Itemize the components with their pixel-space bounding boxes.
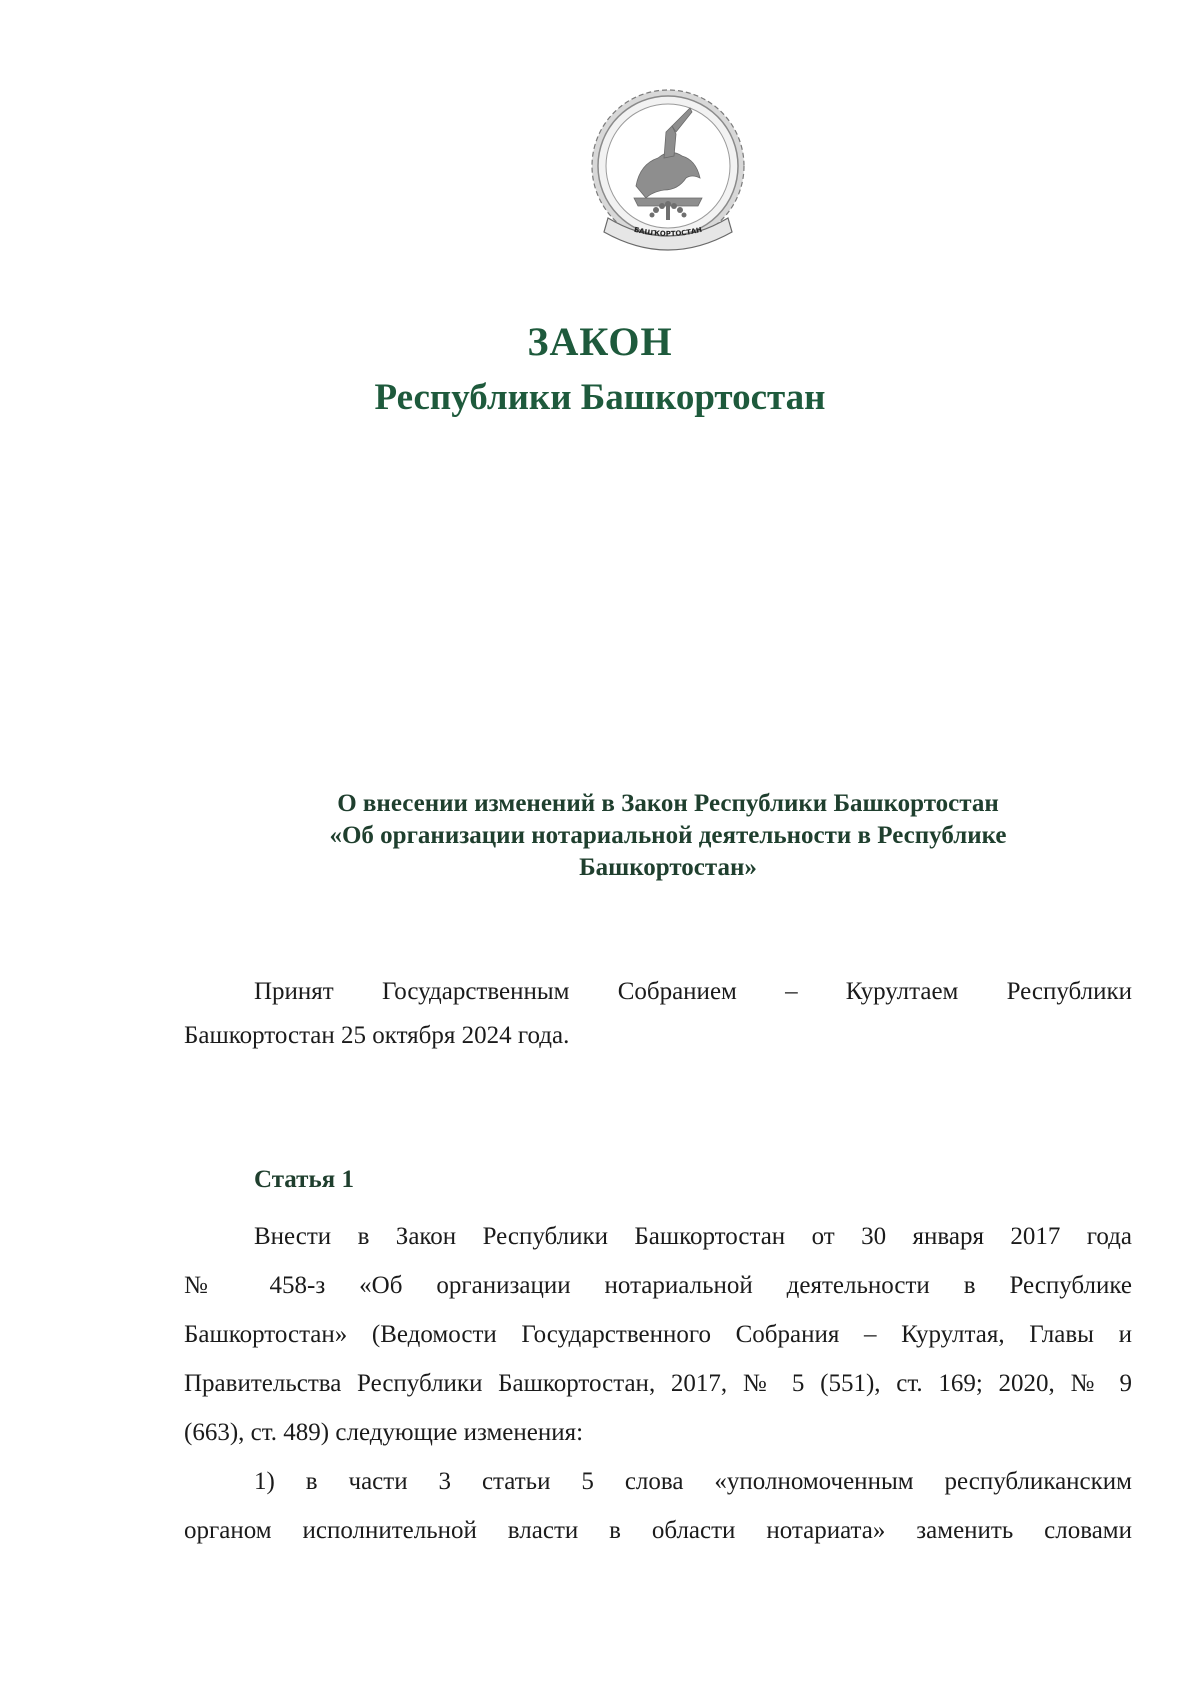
article-line: 1) в части 3 статьи 5 слова «уполномоченным республиканским [254, 1468, 1132, 1495]
law-subtitle-republic: Республики Башкортостан [374, 377, 826, 418]
adoption-line: Башкортостан 25 октября 2024 года. [184, 1022, 570, 1049]
article-heading: Статья 1 [254, 1166, 354, 1193]
article-line: № 458-з «Об организации нотариальной деятельности в Республике [184, 1272, 1132, 1299]
bashkortostan-emblem [578, 86, 758, 261]
law-title: ЗАКОН [527, 319, 673, 364]
adoption-statement [184, 970, 1132, 1058]
subject-title-line: О внесении изменений в Закон Республики Башкортостан [337, 790, 999, 817]
law-subject-title [200, 788, 1136, 884]
article-line: Башкортостан» (Ведомости Государственного Собрания – Курултая, Главы и [184, 1321, 1132, 1348]
subject-title-line: Башкортостан» [579, 854, 757, 881]
article-line: (663), ст. 489) следующие изменения: [184, 1419, 584, 1446]
article-body [184, 1212, 1132, 1555]
article-line: органом исполнительной власти в области нотариата» заменить словами [184, 1517, 1132, 1544]
article-line: Правительства Республики Башкортостан, 2017, № 5 (551), ст. 169; 2020, № 9 [184, 1370, 1132, 1397]
emblem-ribbon-text: БАШҠОРТОСТАН [633, 225, 703, 239]
article-line: Внести в Закон Республики Башкортостан от 30 января 2017 года [254, 1223, 1132, 1250]
subject-title-line: «Об организации нотариальной деятельности в Республике [329, 822, 1007, 849]
adoption-line: Принят Государственным Собранием – Курултаем Республики [254, 978, 1132, 1005]
